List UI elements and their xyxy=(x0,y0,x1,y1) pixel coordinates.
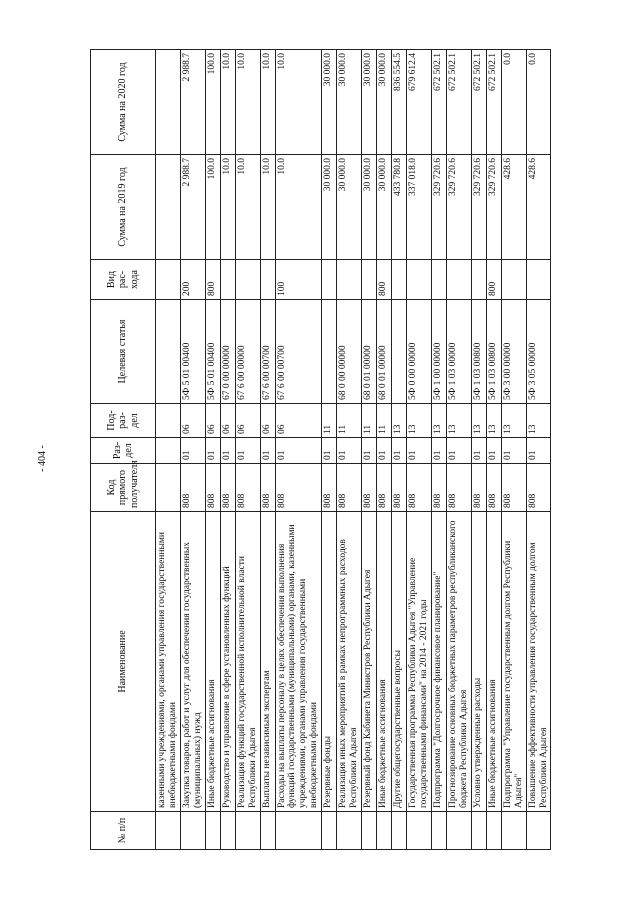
cell-sum-2019: 2 988.7 xyxy=(180,155,205,260)
cell-section: 01 xyxy=(471,438,486,464)
cell-number xyxy=(180,812,205,850)
cell-subsection: 13 xyxy=(526,404,551,438)
table-row xyxy=(180,50,205,850)
cell-recipient-code: 808 xyxy=(431,464,446,512)
table-row xyxy=(156,50,181,850)
cell-section: 01 xyxy=(337,438,362,464)
table-row xyxy=(322,50,337,850)
cell-recipient-code: 808 xyxy=(260,464,275,512)
cell-number xyxy=(275,812,322,850)
table-row xyxy=(407,50,432,850)
cell-recipient-code: 808 xyxy=(180,464,205,512)
table-row xyxy=(446,50,471,850)
cell-target-article: 68 0 00 00000 xyxy=(337,300,362,404)
cell-section: 01 xyxy=(407,438,432,464)
cell-sum-2019: 30 000.0 xyxy=(377,155,392,260)
cell-sum-2020: 2 988.7 xyxy=(180,50,205,155)
cell-subsection: 06 xyxy=(260,404,275,438)
cell-target-article: 5Ф 1 03 00000 xyxy=(446,300,471,404)
cell-recipient-code: 808 xyxy=(446,464,471,512)
page-number: - 404 - xyxy=(36,444,48,472)
table-row xyxy=(471,50,486,850)
cell-expense-type xyxy=(392,260,407,300)
cell-sum-2019: 10.0 xyxy=(275,155,322,260)
cell-recipient-code: 808 xyxy=(205,464,220,512)
cell-number xyxy=(486,812,501,850)
cell-subsection: 11 xyxy=(377,404,392,438)
cell-subsection: 11 xyxy=(337,404,362,438)
cell-number xyxy=(205,812,220,850)
cell-section: 01 xyxy=(392,438,407,464)
cell-sum-2019: 329 720.6 xyxy=(446,155,471,260)
cell-name: Реализация иных мероприятий в рамках непрограммных расходов Республики Адыгея xyxy=(337,512,362,812)
cell-sum-2019: 329 720.6 xyxy=(486,155,501,260)
cell-sum-2020: 0.0 xyxy=(501,50,526,155)
cell-name: Условно утвержденные расходы xyxy=(471,512,486,812)
cell-name: Резервные фонды xyxy=(322,512,337,812)
cell-expense-type xyxy=(156,260,181,300)
cell-name: Иные бюджетные ассигнования xyxy=(205,512,220,812)
cell-name: Прогнозирование основных бюджетных параметров республиканского бюджета Республики Адыгея xyxy=(446,512,471,812)
cell-section: 01 xyxy=(526,438,551,464)
budget-table-container xyxy=(90,50,595,850)
table-row xyxy=(431,50,446,850)
cell-target-article: 5Ф 5 01 00400 xyxy=(205,300,220,404)
table-row xyxy=(486,50,501,850)
cell-name: Расходы на выплаты персоналу в целях обеспечения выполнения функций государственными (муниципальными) органами, казенными учреждениями, органами управления государственными внебюджетными фондами xyxy=(275,512,322,812)
cell-sum-2019: 329 720.6 xyxy=(431,155,446,260)
cell-name: Реализация функций государственной исполнительной власти Республики Адыгея xyxy=(235,512,260,812)
cell-sum-2019: 10.0 xyxy=(235,155,260,260)
cell-sum-2019: 433 780.8 xyxy=(392,155,407,260)
table-row xyxy=(392,50,407,850)
cell-sum-2020: 672 502.1 xyxy=(431,50,446,155)
cell-recipient-code: 808 xyxy=(362,464,377,512)
header-expense-type: Вид рас-хода xyxy=(91,260,156,300)
cell-number xyxy=(407,812,432,850)
cell-sum-2020: 836 554.5 xyxy=(392,50,407,155)
cell-expense-type xyxy=(337,260,362,300)
header-row xyxy=(91,50,156,850)
header-sum-2020: Сумма на 2020 год xyxy=(91,50,156,155)
cell-name: Другие общегосударственные вопросы xyxy=(392,512,407,812)
cell-expense-type xyxy=(501,260,526,300)
header-number: № п/п xyxy=(91,812,156,850)
cell-recipient-code: 808 xyxy=(275,464,322,512)
cell-subsection: 13 xyxy=(407,404,432,438)
cell-expense-type xyxy=(235,260,260,300)
table-row xyxy=(235,50,260,850)
cell-sum-2019: 30 000.0 xyxy=(362,155,377,260)
cell-recipient-code: 808 xyxy=(377,464,392,512)
cell-sum-2020: 672 502.1 xyxy=(486,50,501,155)
cell-name: Руководство и управление в сфере установленных функций xyxy=(220,512,235,812)
cell-recipient-code: 808 xyxy=(486,464,501,512)
cell-expense-type: 800 xyxy=(377,260,392,300)
cell-section: 01 xyxy=(275,438,322,464)
cell-number xyxy=(526,812,551,850)
budget-table xyxy=(90,49,551,850)
cell-target-article xyxy=(392,300,407,404)
cell-expense-type: 200 xyxy=(180,260,205,300)
cell-expense-type xyxy=(322,260,337,300)
cell-sum-2020: 0.0 xyxy=(526,50,551,155)
header-subsection: Под-раз-дел xyxy=(91,404,156,438)
cell-name: Выплаты независимым экспертам xyxy=(260,512,275,812)
cell-recipient-code: 808 xyxy=(337,464,362,512)
table-row xyxy=(275,50,322,850)
cell-sum-2019: 30 000.0 xyxy=(337,155,362,260)
table-row xyxy=(337,50,362,850)
cell-sum-2020: 30 000.0 xyxy=(337,50,362,155)
header-target-article: Целевая статья xyxy=(91,300,156,404)
cell-name: Подпрограмма "Управление государственным долгом Республики Адыгея" xyxy=(501,512,526,812)
cell-sum-2020: 30 000.0 xyxy=(362,50,377,155)
cell-subsection: 13 xyxy=(446,404,471,438)
cell-sum-2020: 30 000.0 xyxy=(377,50,392,155)
cell-target-article: 5Ф 1 03 00800 xyxy=(486,300,501,404)
cell-target-article: 67 6 00 00700 xyxy=(275,300,322,404)
cell-section: 01 xyxy=(260,438,275,464)
cell-sum-2020: 30 000.0 xyxy=(322,50,337,155)
cell-recipient-code: 808 xyxy=(322,464,337,512)
cell-sum-2019: 100.0 xyxy=(205,155,220,260)
cell-sum-2020: 672 502.1 xyxy=(446,50,471,155)
cell-recipient-code: 808 xyxy=(471,464,486,512)
cell-expense-type: 800 xyxy=(205,260,220,300)
header-name: Наименование xyxy=(91,512,156,812)
cell-target-article xyxy=(322,300,337,404)
cell-name: Закупка товаров, работ и услуг для обеспечения государственных (муниципальных) нужд xyxy=(180,512,205,812)
cell-expense-type xyxy=(362,260,377,300)
cell-expense-type xyxy=(431,260,446,300)
cell-name: Иные бюджетные ассигнования xyxy=(486,512,501,812)
header-sum-2019: Сумма на 2019 год xyxy=(91,155,156,260)
cell-number xyxy=(220,812,235,850)
cell-subsection xyxy=(156,404,181,438)
cell-recipient-code: 808 xyxy=(501,464,526,512)
cell-recipient-code: 808 xyxy=(526,464,551,512)
cell-sum-2020: 10.0 xyxy=(235,50,260,155)
cell-expense-type xyxy=(407,260,432,300)
cell-expense-type xyxy=(446,260,471,300)
cell-subsection: 06 xyxy=(275,404,322,438)
cell-subsection: 11 xyxy=(362,404,377,438)
cell-target-article: 5Ф 5 01 00400 xyxy=(180,300,205,404)
cell-target-article: 5Ф 0 00 00000 xyxy=(407,300,432,404)
cell-target-article: 68 0 01 00000 xyxy=(377,300,392,404)
table-row xyxy=(362,50,377,850)
cell-section: 01 xyxy=(180,438,205,464)
cell-recipient-code: 808 xyxy=(407,464,432,512)
cell-sum-2020: 10.0 xyxy=(260,50,275,155)
cell-name: казенными учреждениями, органами управления государственными внебюджетными фондами xyxy=(156,512,181,812)
cell-number xyxy=(446,812,471,850)
cell-sum-2020 xyxy=(156,50,181,155)
cell-subsection: 13 xyxy=(392,404,407,438)
cell-expense-type xyxy=(471,260,486,300)
cell-number xyxy=(322,812,337,850)
table-row xyxy=(220,50,235,850)
cell-name: Иные бюджетные ассигнования xyxy=(377,512,392,812)
table-row xyxy=(501,50,526,850)
cell-section xyxy=(156,438,181,464)
cell-section: 01 xyxy=(362,438,377,464)
cell-number xyxy=(260,812,275,850)
cell-recipient-code: 808 xyxy=(392,464,407,512)
cell-subsection: 13 xyxy=(431,404,446,438)
cell-sum-2019: 10.0 xyxy=(260,155,275,260)
cell-section: 01 xyxy=(446,438,471,464)
cell-section: 01 xyxy=(220,438,235,464)
cell-target-article: 5Ф 3 05 00000 xyxy=(526,300,551,404)
cell-sum-2019: 428.6 xyxy=(501,155,526,260)
table-row xyxy=(377,50,392,850)
cell-sum-2019: 30 000.0 xyxy=(322,155,337,260)
cell-subsection: 06 xyxy=(205,404,220,438)
cell-number xyxy=(501,812,526,850)
cell-section: 01 xyxy=(322,438,337,464)
cell-expense-type: 100 xyxy=(275,260,322,300)
cell-target-article: 67 0 00 00000 xyxy=(220,300,235,404)
cell-subsection: 11 xyxy=(322,404,337,438)
table-row xyxy=(205,50,220,850)
cell-sum-2019: 337 018.0 xyxy=(407,155,432,260)
cell-section: 01 xyxy=(205,438,220,464)
cell-target-article: 5Ф 3 00 00000 xyxy=(501,300,526,404)
cell-number xyxy=(392,812,407,850)
cell-expense-type xyxy=(220,260,235,300)
cell-name: Резервный фонд Кабинета Министров Республики Адыгея xyxy=(362,512,377,812)
cell-sum-2020: 672 502.1 xyxy=(471,50,486,155)
cell-target-article: 67 6 00 00700 xyxy=(260,300,275,404)
cell-subsection: 13 xyxy=(486,404,501,438)
cell-subsection: 06 xyxy=(235,404,260,438)
cell-number xyxy=(431,812,446,850)
cell-sum-2019: 428.6 xyxy=(526,155,551,260)
header-section: Раз-дел xyxy=(91,438,156,464)
cell-sum-2019 xyxy=(156,155,181,260)
cell-expense-type xyxy=(526,260,551,300)
cell-subsection: 13 xyxy=(471,404,486,438)
cell-recipient-code: 808 xyxy=(220,464,235,512)
cell-sum-2019: 329 720.6 xyxy=(471,155,486,260)
cell-section: 01 xyxy=(501,438,526,464)
table-row xyxy=(526,50,551,850)
header-recipient-code: Код прямого получателя xyxy=(91,464,156,512)
cell-expense-type: 800 xyxy=(486,260,501,300)
cell-sum-2020: 10.0 xyxy=(220,50,235,155)
cell-expense-type xyxy=(260,260,275,300)
cell-number xyxy=(377,812,392,850)
cell-subsection: 06 xyxy=(180,404,205,438)
cell-recipient-code xyxy=(156,464,181,512)
cell-number xyxy=(337,812,362,850)
cell-target-article: 68 0 01 00000 xyxy=(362,300,377,404)
cell-subsection: 06 xyxy=(220,404,235,438)
cell-sum-2020: 10.0 xyxy=(275,50,322,155)
table-row xyxy=(260,50,275,850)
cell-target-article: 5Ф 1 03 00800 xyxy=(471,300,486,404)
cell-target-article: 5Ф 1 00 00000 xyxy=(431,300,446,404)
cell-number xyxy=(471,812,486,850)
cell-number xyxy=(156,812,181,850)
cell-target-article xyxy=(156,300,181,404)
cell-name: Подпрограмма "Долгосрочное финансовое планирование" xyxy=(431,512,446,812)
cell-sum-2020: 100.0 xyxy=(205,50,220,155)
cell-recipient-code: 808 xyxy=(235,464,260,512)
cell-name: Повышение эффективности управления государственным долгом Республики Адыгея xyxy=(526,512,551,812)
cell-target-article: 67 6 00 00000 xyxy=(235,300,260,404)
cell-section: 01 xyxy=(235,438,260,464)
cell-number xyxy=(362,812,377,850)
cell-section: 01 xyxy=(377,438,392,464)
cell-number xyxy=(235,812,260,850)
cell-subsection: 13 xyxy=(501,404,526,438)
cell-sum-2020: 679 612.4 xyxy=(407,50,432,155)
cell-sum-2019: 10.0 xyxy=(220,155,235,260)
cell-section: 01 xyxy=(431,438,446,464)
cell-section: 01 xyxy=(486,438,501,464)
cell-name: Государственная программа Республики Адыгея "Управление государственными финансами" на 2014 - 2021 годы xyxy=(407,512,432,812)
